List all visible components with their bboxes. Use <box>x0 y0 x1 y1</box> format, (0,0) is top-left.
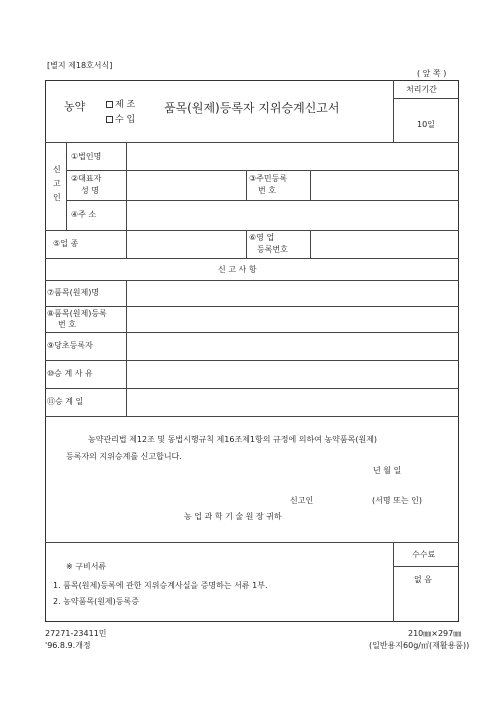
form-title: 품목(원제)등록자 지위승계신고서 <box>164 101 340 115</box>
revision-date: '96.8.9.개정 <box>45 641 91 650</box>
declaration-line-1: 농약관리법 제12조 및 동법시행규칙 제16조제1항의 규정에 의하여 농약품목(원제) <box>88 435 378 444</box>
divider <box>310 170 311 200</box>
divider <box>66 170 459 171</box>
applicant-label-1: 신 <box>53 165 61 174</box>
divider <box>45 306 459 307</box>
signature-label: (서명 또는 인) <box>372 496 422 505</box>
reg-no-label-1: ⑧품목(원제)등록 <box>47 309 107 318</box>
processing-value: 10일 <box>417 120 435 129</box>
original-registrant-label: ⑨당초등록자 <box>47 341 93 350</box>
resident-no-label-1: ③주민등록 <box>249 174 288 183</box>
divider <box>393 80 394 142</box>
processing-label: 처리기간 <box>406 85 437 94</box>
divider <box>45 280 459 281</box>
declaration-date: 년 월 일 <box>373 466 402 475</box>
succession-reason-label: ⑩승 계 사 유 <box>47 369 93 378</box>
divider <box>45 230 459 231</box>
divider <box>246 230 247 258</box>
divider <box>45 388 459 389</box>
option-manufacture: 제 조 <box>106 97 135 110</box>
divider <box>393 98 458 99</box>
divider <box>45 142 459 143</box>
divider <box>45 542 459 543</box>
address-label: ④주 소 <box>71 210 97 219</box>
divider <box>45 360 459 361</box>
business-reg-label-2: 등록번호 <box>257 245 288 254</box>
form-number: [별지 제18호서식] <box>47 61 113 70</box>
page-side: ( 앞 쪽 ) <box>417 69 447 78</box>
divider <box>393 542 394 622</box>
reg-no-label-2: 번 호 <box>58 320 76 329</box>
document-item-2: 2. 농약품목(원제)등록증 <box>53 597 139 606</box>
fee-value: 없 음 <box>414 575 432 584</box>
paper-size: 210㎜×297㎜ <box>408 629 462 638</box>
report-section-title: 신 고 사 항 <box>218 265 257 274</box>
divider <box>66 142 67 230</box>
divider <box>45 416 459 417</box>
business-type-label: ⑤업 종 <box>53 239 79 248</box>
product-name-label: ⑦품목(원제)명 <box>47 288 100 297</box>
divider <box>66 200 459 201</box>
fee-label: 수수료 <box>412 550 436 559</box>
form-code: 27271-23411민 <box>45 629 107 638</box>
divider <box>246 170 247 200</box>
documents-heading: ※ 구비서류 <box>66 562 107 571</box>
reporter-label: 신고인 <box>290 496 314 505</box>
addressee: 농 업 과 학 기 술 원 장 귀하 <box>184 512 282 521</box>
declaration-line-2: 등록자의 지위승계를 신고합니다. <box>66 452 182 461</box>
rep-name-label-2: 성 명 <box>81 186 99 195</box>
business-reg-label-1: ⑥영 업 <box>249 233 275 242</box>
corp-name-label: ①법인명 <box>71 152 102 161</box>
divider <box>45 332 459 333</box>
paper-type: (일반용지60g/㎡(재활용품)) <box>369 641 470 650</box>
checkbox-import <box>106 116 113 123</box>
title-prefix: 농약 <box>64 100 86 113</box>
divider <box>126 280 127 416</box>
checkbox-manufacture <box>106 101 113 108</box>
divider <box>45 258 459 259</box>
document-item-1: 1. 품목(원제)등록에 관한 지위승계사실을 증명하는 서류 1부. <box>53 581 268 590</box>
divider <box>310 230 311 258</box>
form-frame <box>45 80 459 622</box>
rep-name-label-1: ②대표자 <box>71 174 102 183</box>
option-import: 수 입 <box>106 112 135 125</box>
resident-no-label-2: 번 호 <box>258 186 276 195</box>
succession-date-label: ⑪승 계 일 <box>47 397 84 406</box>
divider <box>393 566 458 567</box>
applicant-label-3: 인 <box>53 193 61 202</box>
applicant-label-2: 고 <box>53 179 61 188</box>
